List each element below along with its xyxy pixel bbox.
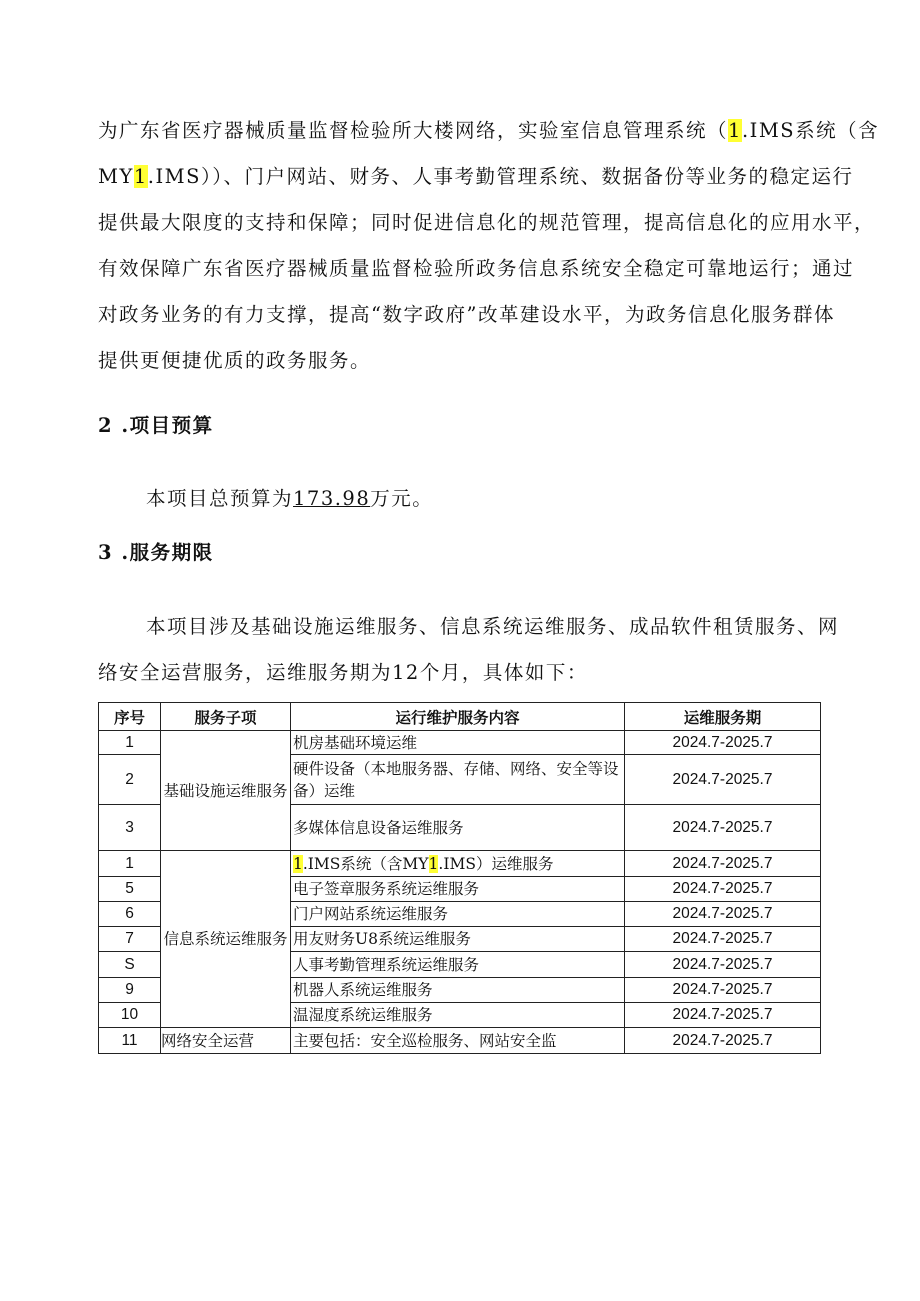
table-row: 6 门户网站系统运维服务 2024.7-2025.7 [99, 902, 821, 927]
table-row: 2 硬件设备（本地服务器、存储、网络、安全等设备）运维 2024.7-2025.7 [99, 755, 821, 805]
highlight-digit: 1 [133, 165, 148, 188]
service-period-line-2: 络安全运营服务，运维服务期为12个月，具体如下： [98, 661, 588, 684]
group-security: 网络安全运营 [161, 1028, 291, 1054]
budget-text: 本项目总预算为173.98万元。 [146, 487, 434, 510]
header-subitem: 服务子项 [161, 703, 291, 731]
table-header-row [99, 703, 821, 731]
section-3-heading: 3 .服务期限 [98, 541, 214, 564]
intro-line-6: 提供更便捷优质的政务服务。 [98, 349, 372, 372]
intro-line-1: 为广东省医疗器械质量监督检验所大楼网络，实验室信息管理系统（1.IMS系统（含 [98, 119, 880, 142]
intro-line-4: 有效保障广东省医疗器械质量监督检验所政务信息系统安全稳定可靠地运行；通过 [98, 257, 855, 280]
table-row: S 人事考勤管理系统运维服务 2024.7-2025.7 [99, 952, 821, 978]
intro-line-3: 提供最大限度的支持和保障；同时促进信息化的规范管理，提高信息化的应用水平， [98, 211, 876, 234]
table-row: 7 用友财务U8系统运维服务 2024.7-2025.7 [99, 927, 821, 952]
group-infrastructure: 基础设施运维服务 [161, 731, 291, 851]
table-row: 5 电子签章服务系统运维服务 2024.7-2025.7 [99, 877, 821, 902]
highlight-digit: 1 [728, 119, 742, 142]
table-row: 1 基础设施运维服务 机房基础环境运维 2024.7-2025.7 [99, 731, 821, 755]
table-row: 11 网络安全运营 主要包括：安全巡检服务、网站安全监 2024.7-2025.7 [99, 1028, 821, 1054]
highlight-digit: 1 [293, 854, 303, 873]
group-info-systems: 信息系统运维服务 [161, 851, 291, 1028]
header-period: 运维服务期 [625, 703, 821, 731]
highlight-digit: 1 [428, 854, 439, 873]
service-period-line-1: 本项目涉及基础设施运维服务、信息系统运维服务、成品软件租赁服务、网 [146, 615, 840, 638]
header-no: 序号 [99, 703, 161, 731]
section-2-heading: 2 .项目预算 [98, 414, 214, 437]
table-row: 1 信息系统运维服务 1.IMS系统（含MY1.IMS）运维服务 2024.7-2025.7 [99, 851, 821, 877]
budget-amount: 173.98 [293, 487, 371, 510]
intro-paragraph [98, 108, 880, 384]
table-row: 10 温湿度系统运维服务 2024.7-2025.7 [99, 1003, 821, 1028]
intro-line-5: 对政务业务的有力支撑，提高“数字政府”改革建设水平，为政务信息化服务群体 [98, 303, 835, 326]
table-row: 3 多媒体信息设备运维服务 2024.7-2025.7 [99, 805, 821, 851]
table-row: 9 机器人系统运维服务 2024.7-2025.7 [99, 978, 821, 1003]
intro-line-2: MY1.IMS））、门户网站、财务、人事考勤管理系统、数据备份等业务的稳定运行 [98, 165, 854, 188]
service-table [98, 702, 821, 1054]
header-content: 运行维护服务内容 [291, 703, 625, 731]
